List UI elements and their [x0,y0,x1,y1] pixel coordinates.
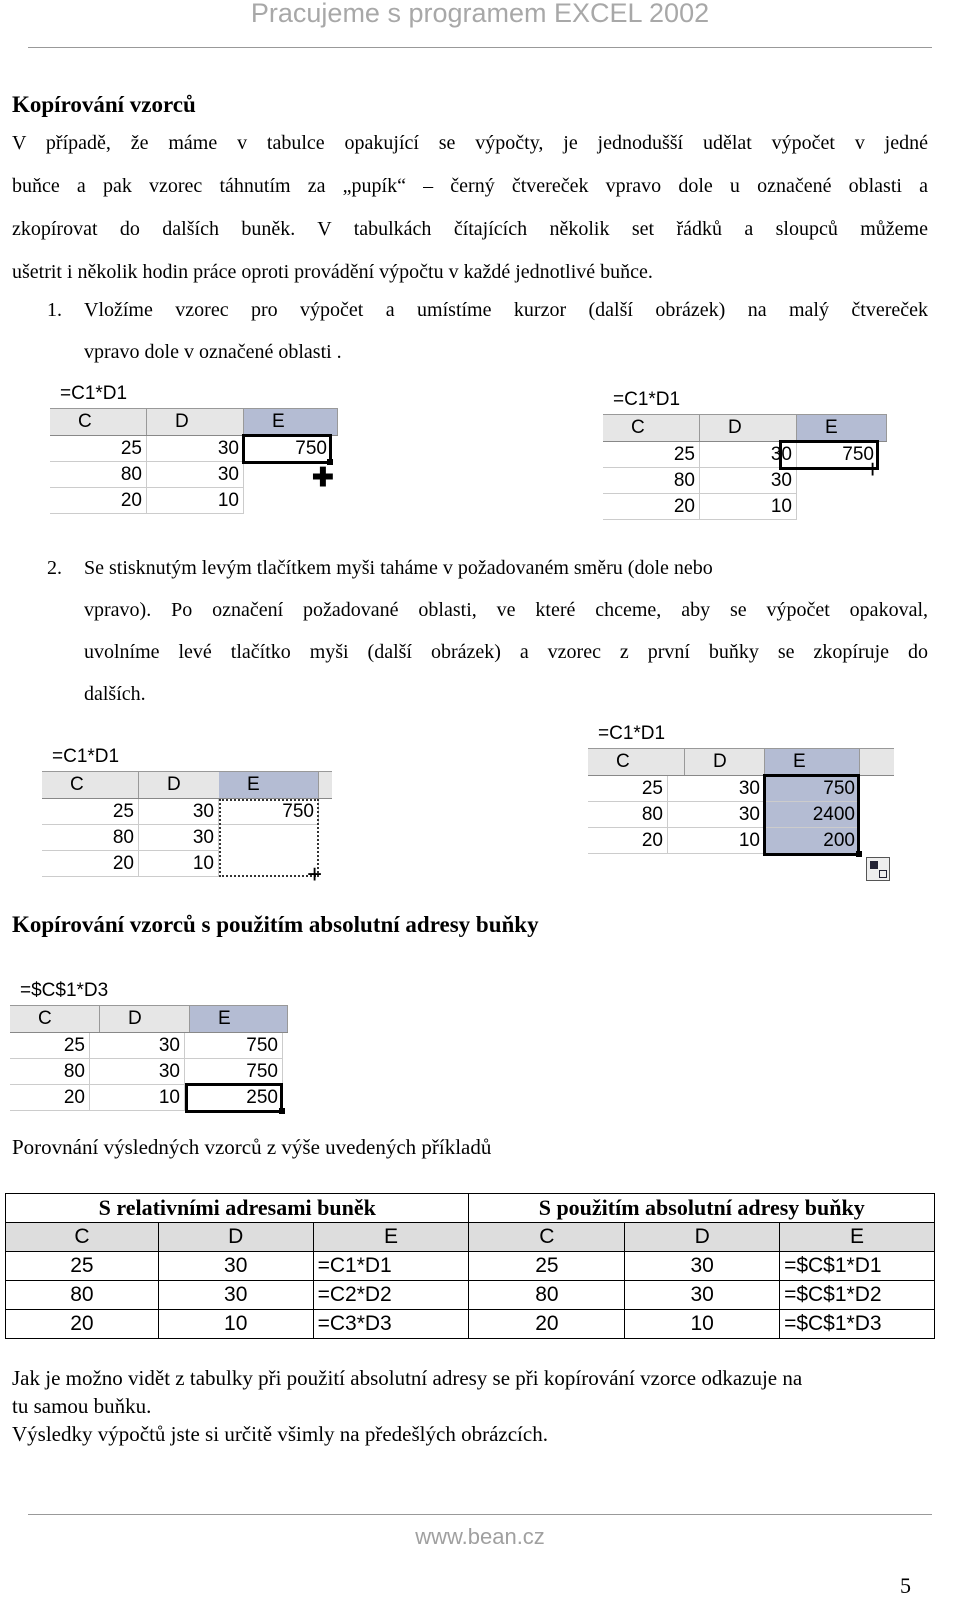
column-header: E [780,1223,935,1252]
column-header-e: E [219,772,319,798]
cell-d3: 10 [90,1085,185,1111]
running-header: Pracujeme s programem EXCEL 2002 [250,0,710,28]
column-header-c: C [42,772,139,798]
cell-d3: 10 [139,851,219,877]
column-header-e: E [244,409,338,435]
page-number: 5 [900,1573,911,1598]
cell-d1: 30 [139,799,219,825]
section-heading-copying-formulas: Kopírování vzorců [12,92,196,117]
step-2-text [84,547,928,715]
intro-line: buňce a pak vzorec táhnutím za „pupík“ – černý čtvereček vpravo dole u označené oblasti a [12,175,928,197]
cell-d3: 10 [668,828,765,854]
selected-cell-outline [779,440,879,470]
cell-c3: 20 [603,494,700,520]
excel-snippet-c [42,743,334,888]
cell-e3: 200 [765,828,860,854]
excel-snippet-d [588,720,896,885]
column-header-row [6,1223,935,1252]
cell-e2: 750 [185,1059,283,1085]
comparison-intro: Porovnání výsledných vzorců z výše uvedených příkladů [12,1135,492,1159]
footer-site: www.bean.cz [415,1524,545,1549]
selected-cell-outline [242,434,332,464]
column-header: D [158,1223,313,1252]
plus-cursor-icon: + [307,859,323,889]
cell-c1: 25 [588,776,668,802]
cell-e1: 750 [797,442,879,468]
column-header-d: D [147,409,244,435]
table-cell: 30 [158,1281,313,1310]
column-header-row [588,748,894,776]
table-row [6,1252,935,1281]
drag-selection-outline [219,799,319,877]
table-cell: =C2*D2 [313,1281,469,1310]
cell-d3: 10 [147,488,244,514]
cell-d2: 30 [90,1059,185,1085]
step-1-number: 1. [47,299,62,321]
cell-e1: 750 [765,776,860,802]
table-cell: 20 [6,1310,159,1339]
conclusion-text [12,1364,932,1448]
table-cell: 25 [6,1252,159,1281]
cell-d1: 30 [147,436,244,462]
formula-bar: =C1*D1 [598,723,666,744]
column-header: D [625,1223,780,1252]
cell-c1: 25 [603,442,700,468]
cell-d1: 30 [700,442,797,468]
cell-d2: 30 [668,802,765,828]
intro-paragraph [12,122,928,294]
cell-c1: 25 [10,1033,90,1059]
cell-c1: 25 [42,799,139,825]
formula-bar: =$C$1*D3 [20,980,109,1001]
cell-c2: 80 [50,462,147,488]
step-1-line: Vložíme vzorec pro výpočet a umístíme kurzor (další obrázek) na malý čtvereček [84,299,928,321]
cell-c3: 20 [10,1085,90,1111]
step-2-line: dalších. [84,683,146,705]
cell-c3: 20 [42,851,139,877]
table-cell: 10 [158,1310,313,1339]
column-header: E [313,1223,469,1252]
cell-c3: 20 [50,488,147,514]
table-row [6,1281,935,1310]
cell-d1: 30 [90,1033,185,1059]
cell-c2: 80 [42,825,139,851]
column-header-c: C [50,409,147,435]
column-header-e: E [190,1006,288,1032]
step-2-line: uvolníme levé tlačítko myši (další obrázek) a vzorec z první buňky se zkopíruje do [84,641,928,663]
table-cell: 25 [469,1252,625,1281]
table-cell: 30 [158,1252,313,1281]
column-header-e: E [797,415,887,441]
column-header-d: D [139,772,236,798]
column-header-d: D [700,415,797,441]
column-header-row [10,1005,288,1033]
cell-e1: 750 [219,799,319,825]
plus-cursor-icon: + [865,454,881,484]
cell-c2: 80 [603,468,700,494]
column-header-c: C [588,749,685,775]
column-header-c: C [603,415,700,441]
group-header-relative: S relativními adresami buněk [6,1194,469,1223]
column-header-c: C [10,1006,100,1032]
group-header-absolute: S použitím absolutní adresy buňky [469,1194,935,1223]
formula-bar: =C1*D1 [52,746,120,767]
intro-line: zkopírovat do dalších buněk. V tabulkách čítajících několik set řádků a sloupců můžeme [12,218,928,240]
column-header-d: D [100,1006,190,1032]
conclusion-line: tu samou buňku. [12,1394,152,1418]
fill-handle[interactable] [856,851,862,857]
header-rule [28,47,932,48]
cell-c1: 25 [50,436,147,462]
group-header-row [6,1194,935,1223]
table-cell: =$C$1*D3 [780,1310,935,1339]
column-header: C [469,1223,625,1252]
cross-cursor-icon: ✚ [312,462,334,492]
excel-snippet-a [50,380,340,520]
step-1-text [84,289,928,373]
cell-e1: 750 [185,1033,283,1059]
cell-c3: 20 [588,828,668,854]
conclusion-line: Výsledky výpočtů jste si určitě všimly na předešlých obrázcích. [12,1422,548,1446]
table-cell: =$C$1*D2 [780,1281,935,1310]
step-2-line: vpravo). Po označení požadované oblasti, ve které chceme, aby se výpočet opakoval, [84,599,928,621]
table-row [6,1310,935,1339]
table-cell: 10 [625,1310,780,1339]
column-header-row [50,408,338,436]
cell-d2: 30 [139,825,219,851]
comparison-table [5,1193,935,1339]
cell-e2: 2400 [765,802,860,828]
column-header-row [42,771,332,799]
section-heading-absolute-address: Kopírování vzorců s použitím absolutní adresy buňky [12,912,539,937]
table-cell: 30 [625,1252,780,1281]
intro-line: ušetrit i několik hodin práce oproti provádění výpočtu v každé jednotlivé buňce. [12,261,653,283]
step-1-line: vpravo dole v označené oblasti . [84,341,342,363]
table-cell: =$C$1*D1 [780,1252,935,1281]
cell-c2: 80 [588,802,668,828]
column-header: C [6,1223,159,1252]
cell-e1: 750 [244,436,332,462]
table-cell: 80 [6,1281,159,1310]
table-cell: =C1*D1 [313,1252,469,1281]
footer-rule [28,1514,932,1515]
column-header-e: E [765,749,860,775]
conclusion-line: Jak je možno vidět z tabulky při použití absolutní adresy se při kopírování vzorce odkazuje na [12,1366,803,1390]
cell-d3: 10 [700,494,797,520]
table-cell: 20 [469,1310,625,1339]
fill-handle[interactable] [279,1108,285,1114]
cell-e3: 250 [185,1085,283,1111]
cell-d2: 30 [700,468,797,494]
table-cell: 30 [625,1281,780,1310]
excel-snippet-b [603,386,889,526]
intro-line: V případě, že máme v tabulce opakující se výpočty, je jednodušší udělat výpočet v jedné [12,132,928,154]
column-header-row [603,414,887,442]
table-cell: 80 [469,1281,625,1310]
table-cell: =C3*D3 [313,1310,469,1339]
auto-fill-options-icon[interactable] [866,857,890,881]
column-header-d: D [685,749,765,775]
cell-d2: 30 [147,462,244,488]
cell-d1: 30 [668,776,765,802]
selected-cell-outline [185,1083,283,1113]
cell-c2: 80 [10,1059,90,1085]
excel-snippet-e [10,977,290,1117]
selected-range-outline [763,774,860,856]
step-2-number: 2. [47,557,62,579]
formula-bar: =C1*D1 [60,383,128,404]
formula-bar: =C1*D1 [613,389,681,410]
step-2-line: Se stisknutým levým tlačítkem myši taháme v požadovaném směru (dole nebo [84,557,713,579]
